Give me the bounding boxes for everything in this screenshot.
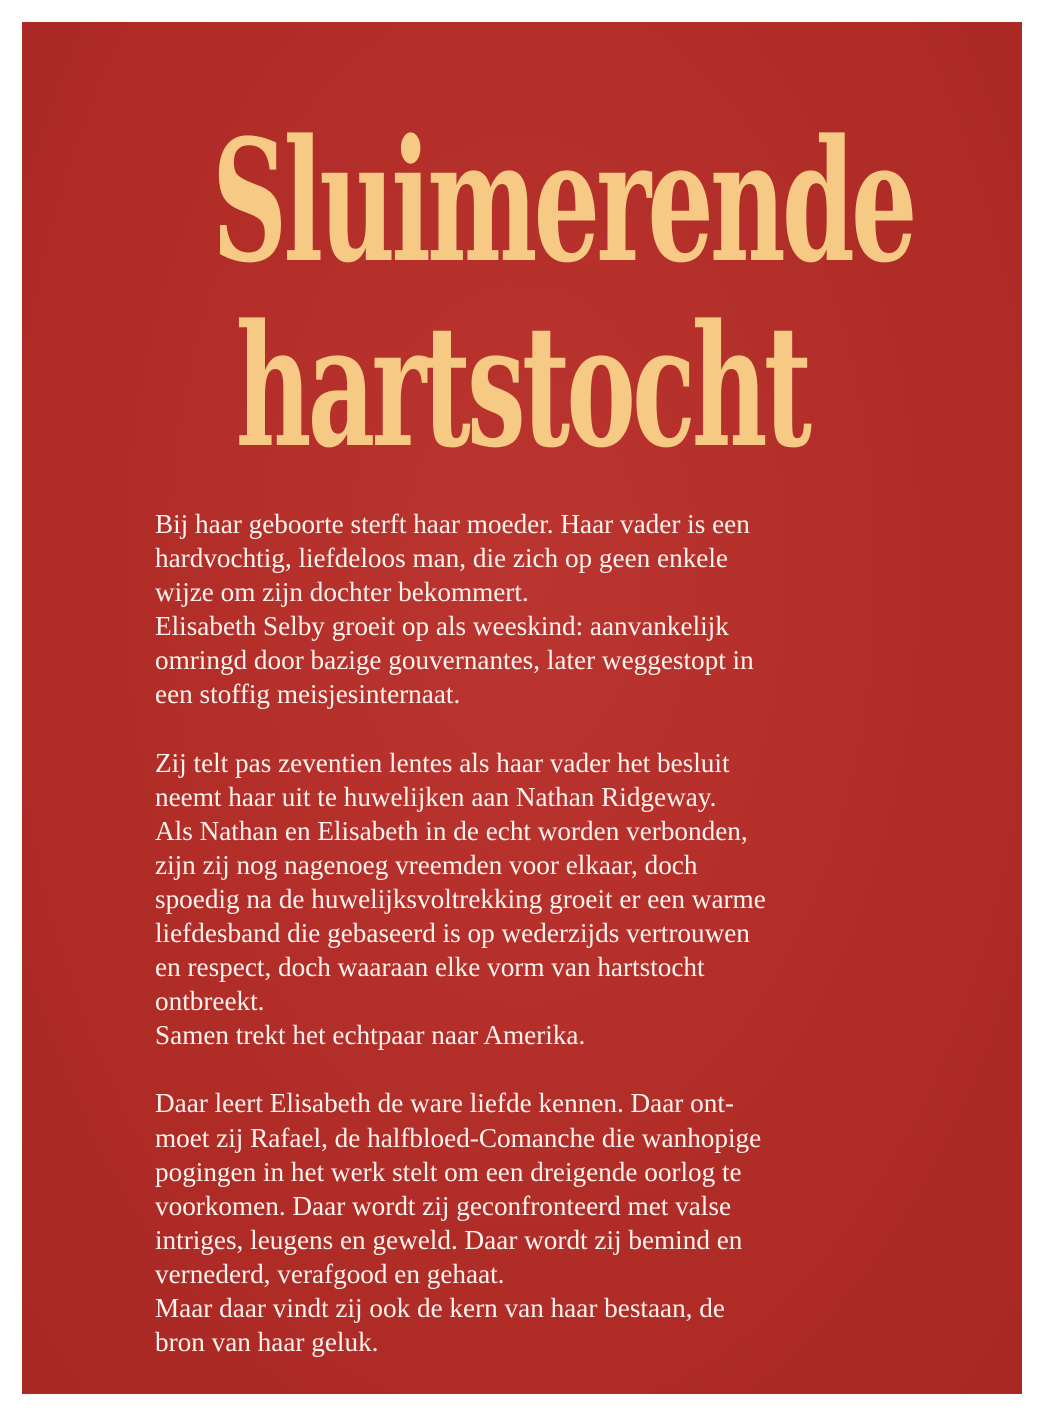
book-title-line-1: Sluimerende: [212, 102, 914, 300]
blurb-text: [155, 507, 985, 1359]
blurb-line: Samen trekt het echtpaar naar Amerika.: [155, 1020, 586, 1051]
blurb-paragraph-3: [155, 1086, 985, 1359]
blurb-line: hardvochtig, liefdeloos man, die zich op geen enkele: [155, 543, 728, 574]
blurb-line: een stoffig meisjesinternaat.: [155, 679, 461, 710]
blurb-line: Daar leert Elisabeth de ware liefde kennen. Daar ont-: [155, 1088, 734, 1119]
blurb-line: liefdesband die gebaseerd is op wederzijds vertrouwen: [155, 918, 750, 949]
blurb-line: pogingen in het werk stelt om een dreigende oorlog te: [155, 1156, 742, 1187]
book-back-cover: [22, 22, 1022, 1394]
blurb-line: Elisabeth Selby groeit op als weeskind: aanvankelijk: [155, 611, 729, 642]
blurb-line: ontbreekt.: [155, 986, 265, 1017]
blurb-line: zijn zij nog nagenoeg vreemden voor elkaar, doch: [155, 849, 698, 880]
blurb-line: omringd door bazige gouvernantes, later weggestopt in: [155, 645, 754, 676]
blurb-line: Als Nathan en Elisabeth in de echt worden verbonden,: [155, 815, 748, 846]
blurb-line: bron van haar geluk.: [155, 1327, 379, 1358]
blurb-line: en respect, doch waaraan elke vorm van hartstocht: [155, 952, 705, 983]
blurb-line: Bij haar geboorte sterft haar moeder. Haar vader is een: [155, 509, 750, 539]
blurb-paragraph-2: [155, 746, 985, 1053]
blurb-line: moet zij Rafael, de halfbloed-Comanche die wanhopige: [155, 1122, 762, 1153]
blurb-line: neemt haar uit te huwelijken aan Nathan Ridgeway.: [155, 781, 717, 812]
blurb-line: wijze om zijn dochter bekommert.: [155, 577, 529, 608]
blurb-line: intriges, leugens en geweld. Daar wordt zij bemind en: [155, 1224, 743, 1255]
blurb-line: Maar daar vindt zij ook de kern van haar bestaan, de: [155, 1292, 725, 1323]
blurb-paragraph-1: [155, 507, 985, 712]
book-title-line-2: hartstocht: [235, 287, 809, 485]
blurb-line: Zij telt pas zeventien lentes als haar vader het besluit: [155, 747, 730, 778]
blurb-line: spoedig na de huwelijksvoltrekking groeit er een warme: [155, 883, 766, 914]
blurb-line: vernederd, verafgood en gehaat.: [155, 1258, 505, 1289]
blurb-line: voorkomen. Daar wordt zij geconfronteerd met valse: [155, 1190, 732, 1221]
